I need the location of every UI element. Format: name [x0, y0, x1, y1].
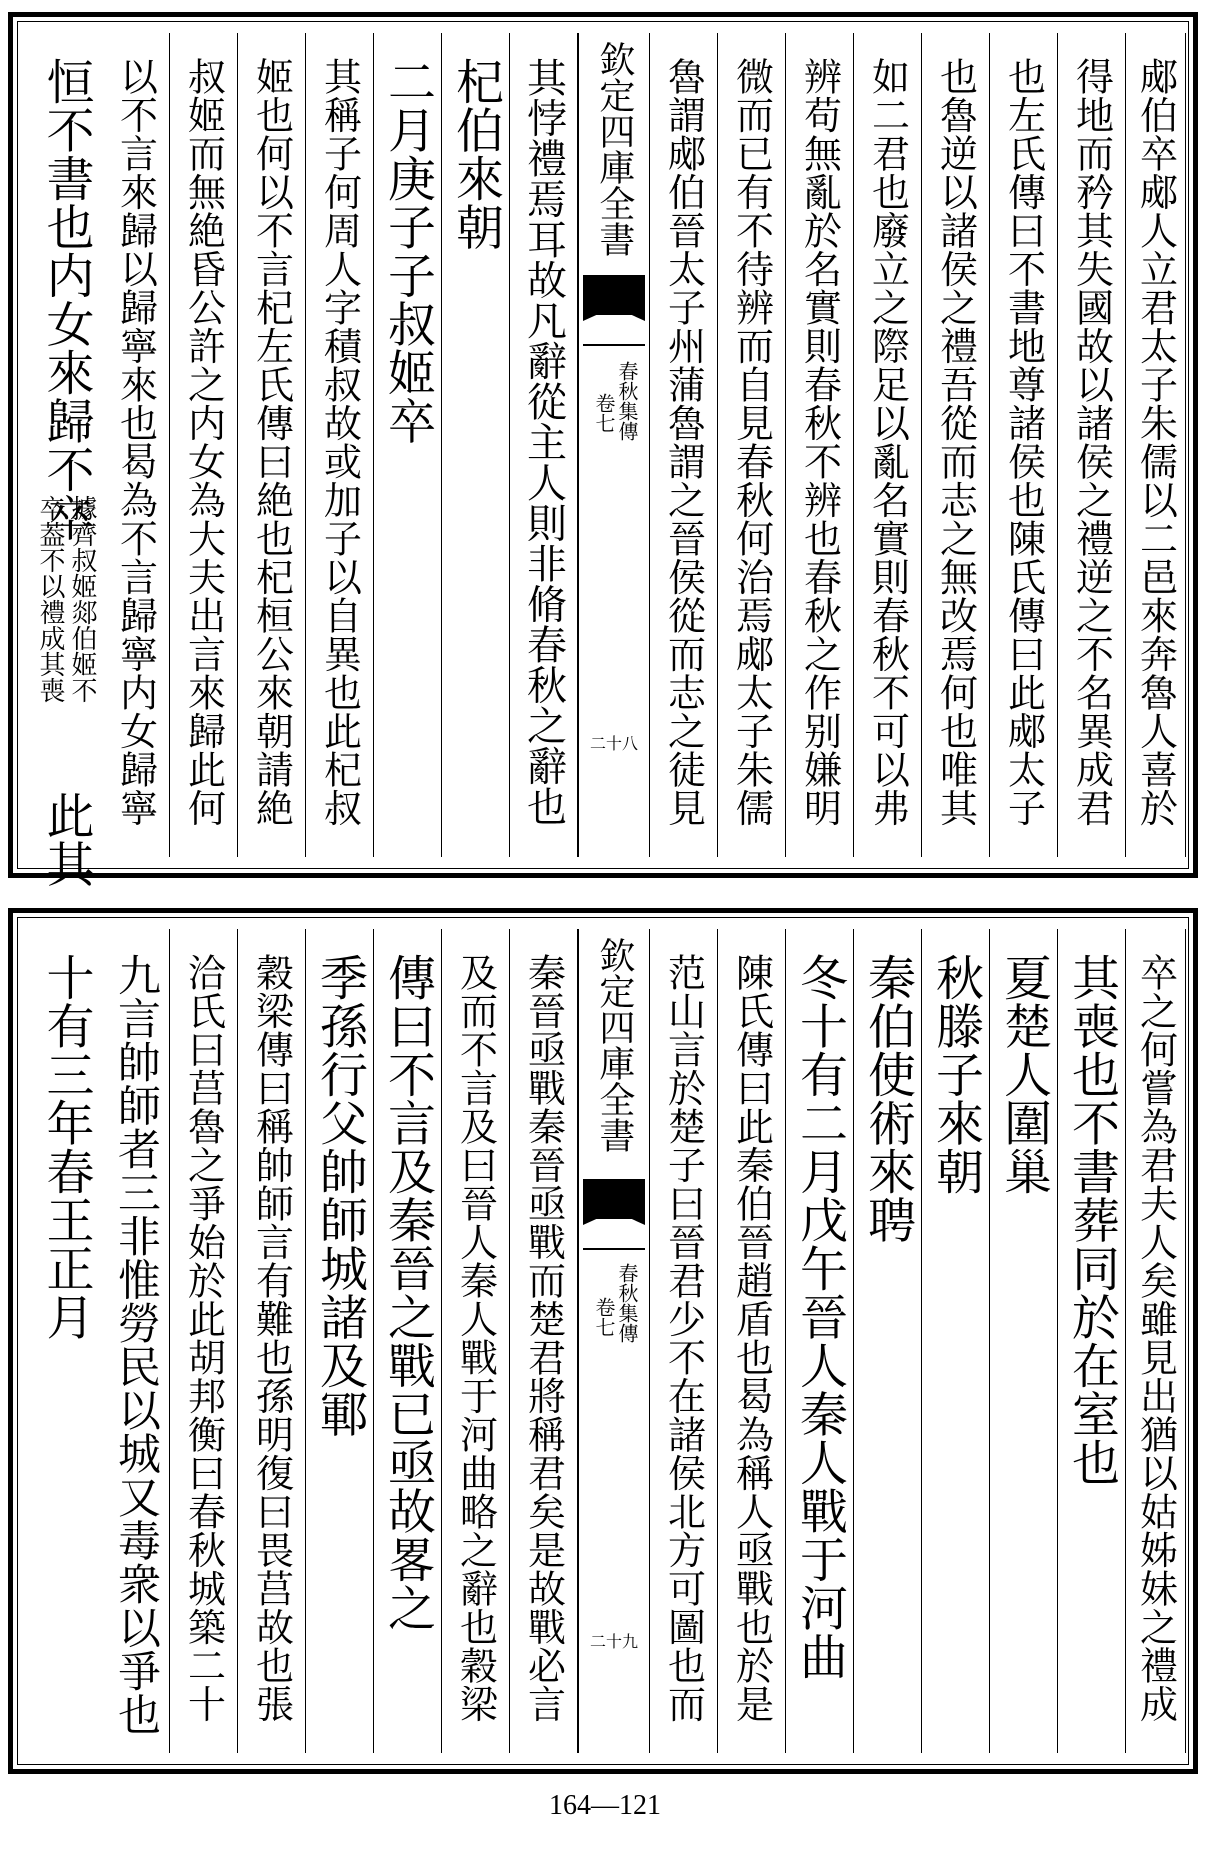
text-column [1126, 929, 1186, 1753]
column-text: 以不言來歸以歸寧來也曷為不言歸寧内女歸寧 [113, 57, 158, 827]
column-text: 也魯逆以諸侯之禮吾從而志之無改焉何也唯其 [933, 57, 978, 827]
leaf-number: 二十八 [589, 734, 639, 753]
text-column [650, 929, 718, 1753]
column-text: 郕伯卒郕人立君太子朱儒以二邑來奔魯人喜於 [1133, 57, 1178, 827]
column-text: 姬也何以不言杞左氏傳曰絶也杞桓公來朝請絶 [249, 57, 294, 827]
text-column [374, 929, 442, 1753]
column-text: 叔姬而無絶昏公許之内女為大夫出言來歸此何 [181, 57, 226, 827]
fishtail-mark [583, 275, 645, 347]
text-column [1126, 33, 1186, 857]
text-column [30, 929, 102, 1753]
fishtail-mark [583, 1179, 645, 1251]
text-column [238, 929, 306, 1753]
text-column [102, 33, 170, 857]
column-text: 也左氏傳曰不書地尊諸侯也陳氏傳曰此郕太子 [1001, 57, 1046, 827]
column-text: 如二君也廢立之際足以亂名實則春秋不可以弗 [865, 57, 910, 827]
column-text: 杞伯來朝 [447, 57, 504, 251]
book-subtitle: 春秋集傳 [615, 1263, 639, 1343]
column-text: 其稱子何周人字積叔故或加子以自異也此杞叔 [317, 57, 362, 827]
text-column [170, 33, 238, 857]
column-text: 其喪也不書葬同於在室也 [1063, 953, 1120, 1487]
text-column [306, 929, 374, 1753]
text-column [786, 33, 854, 857]
text-column [922, 33, 990, 857]
text-column [990, 33, 1058, 857]
text-column [374, 33, 442, 857]
column-text: 二月庚子子叔姬卒 [379, 57, 436, 445]
column-text: 九言帥師者三非惟勞民以城又毒衆以爭也 [111, 953, 161, 1736]
column-text: 微而已有不待辨而自見春秋何治焉郕太子朱儒 [729, 57, 774, 827]
text-column [718, 929, 786, 1753]
text-column [1058, 33, 1126, 857]
column-text: 秦伯使術來聘 [859, 953, 916, 1244]
volume-label: 卷七 [592, 1297, 616, 1337]
column-text: 恒不書也内女來歸不卒 [38, 57, 94, 542]
column-text: 得地而矜其失國故以諸侯之禮逆之不名異成君 [1069, 57, 1114, 827]
text-column [510, 33, 578, 857]
annotation-block [30, 495, 102, 755]
text-column [30, 33, 102, 888]
text-column [718, 33, 786, 857]
text-column [854, 929, 922, 1753]
column-text: 冬十有二月戊午晉人秦人戰于河曲 [791, 953, 848, 1681]
book-title: 欽定四庫全書 [593, 937, 635, 1153]
leaf-number: 二十九 [589, 1632, 639, 1651]
text-column [442, 33, 510, 857]
column-text: 季孫行父帥師城諸及鄆 [311, 953, 368, 1438]
book-subtitle: 春秋集傳 [615, 361, 639, 441]
text-column [990, 929, 1058, 1753]
column-text: 秋滕子來朝 [927, 953, 984, 1196]
bottom-page-panel [8, 908, 1198, 1774]
column-text: 卒之何嘗為君夫人矣雖見出猶以姑姊妹之禮成 [1133, 953, 1178, 1723]
text-column [238, 33, 306, 857]
text-column [102, 929, 170, 1753]
column-text: 魯謂郕伯晉太子州蒲魯謂之晉侯從而志之徒見 [661, 57, 706, 827]
column-text: 陳氏傳曰此秦伯晉趙盾也曷為稱人亟戰也於是 [729, 953, 774, 1723]
column-text: 洽氏曰莒魯之爭始於此胡邦衡曰春秋城築二十 [181, 953, 226, 1723]
column-text: 夏楚人圍巢 [995, 953, 1052, 1196]
center-fold [578, 33, 650, 857]
center-fold [578, 929, 650, 1753]
page-code: 164—121 [549, 1790, 661, 1821]
column-tail-text: 此其 [38, 791, 94, 888]
note-line: 卒葢不以禮成其喪 [35, 495, 65, 703]
text-column [510, 929, 578, 1753]
text-column [306, 33, 374, 857]
column-text: 范山言於楚子曰晉君少不在諸侯北方可圖也而 [661, 953, 706, 1723]
column-text: 辨苟無亂於名實則春秋不辨也春秋之作别嫌明 [797, 57, 842, 827]
column-text: 十有三年春王正月 [38, 953, 94, 1341]
text-column [1058, 929, 1126, 1753]
column-text: 秦晉亟戰秦晉亟戰而楚君將稱君矣是故戰必言 [521, 953, 566, 1723]
double-line-note [37, 495, 95, 703]
text-column [170, 929, 238, 1753]
note-line: 據齊叔姬郯伯姬不 [67, 495, 97, 703]
text-column [786, 929, 854, 1753]
column-text: 傳曰不言及秦晉之戰已亟故畧之 [379, 953, 436, 1632]
book-title: 欽定四庫全書 [593, 41, 635, 257]
text-column [650, 33, 718, 857]
volume-label: 卷七 [592, 393, 616, 433]
column-text: 及而不言及曰晉人秦人戰于河曲略之辭也穀梁 [453, 953, 498, 1723]
column-text: 其悖禮焉耳故凡辭從主人則非脩春秋之辭也 [520, 57, 567, 827]
column-text: 穀梁傳曰稱帥師言有難也孫明復曰畏莒故也張 [249, 953, 294, 1723]
top-page-panel [8, 12, 1198, 888]
text-column [854, 33, 922, 857]
text-column [922, 929, 990, 1753]
text-column [442, 929, 510, 1753]
